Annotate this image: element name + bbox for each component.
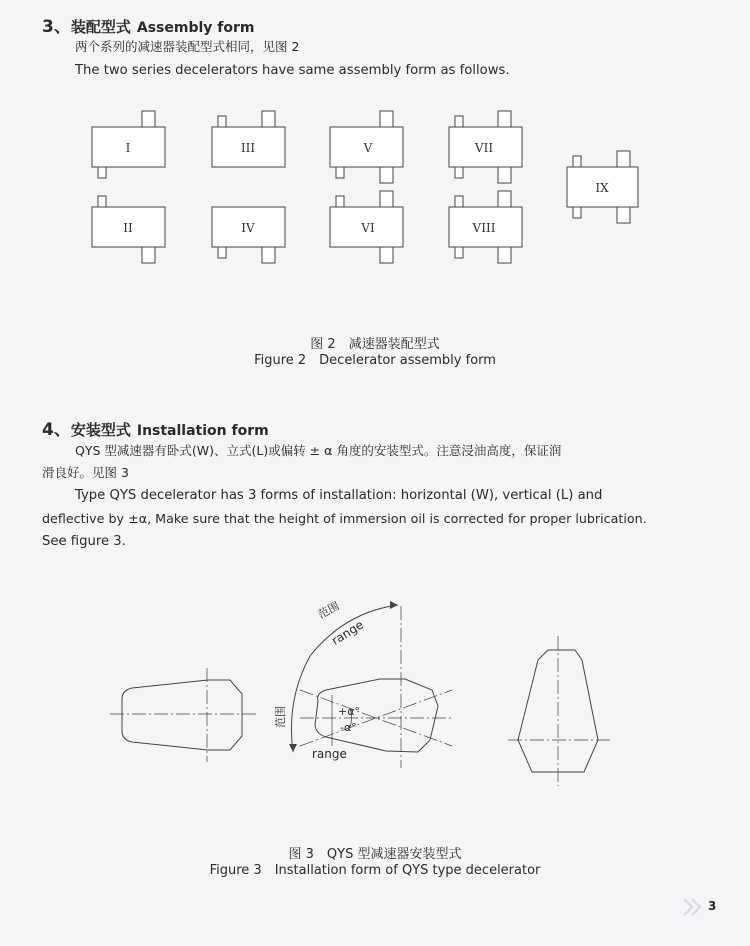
section-3-text-cn: 两个系列的减速器装配型式相同，见图 2 bbox=[75, 39, 300, 54]
range-label-cn-top: 范围 bbox=[315, 599, 342, 622]
section-4-para-cn-line-1: QYS 型减速器有卧式(W)、立式(L)或偏转 ± α 角度的安装型式。注意浸油高度，保证润 bbox=[75, 443, 562, 458]
form-label-viii: VIII bbox=[472, 221, 496, 235]
figure-3-diagram bbox=[0, 595, 750, 795]
assembly-form-ii bbox=[92, 196, 165, 263]
assembly-form-iii bbox=[212, 111, 285, 167]
assembly-form-viii bbox=[449, 191, 522, 263]
section-4-number: 4、 bbox=[42, 420, 71, 440]
page-number: 3 bbox=[708, 899, 717, 913]
page-chevron-icon bbox=[680, 895, 706, 919]
assembly-form-i bbox=[92, 111, 165, 178]
form-label-iv: IV bbox=[241, 221, 255, 235]
range-label-en-top: range bbox=[329, 617, 367, 648]
section-4-title-en: Installation form bbox=[136, 423, 269, 439]
section-3-text-en: The two series decelerators have same assembly form as follows. bbox=[75, 63, 510, 78]
form-label-ix: IX bbox=[595, 181, 609, 195]
form-label-v: V bbox=[363, 141, 373, 155]
form-label-vi: VI bbox=[361, 221, 375, 235]
figure-3-caption-cn: 图 3 QYS 型减速器安装型式 bbox=[288, 847, 462, 862]
form-label-i: I bbox=[125, 141, 131, 155]
deflective-installation-shape bbox=[289, 601, 452, 768]
assembly-form-iv bbox=[212, 207, 285, 263]
section-3-title-cn: 装配型式 bbox=[70, 18, 131, 36]
minus-alpha-label: -α° bbox=[340, 721, 357, 734]
section-4-title-cn: 安装型式 bbox=[70, 421, 131, 439]
section-4-para-en-line-1: Type QYS decelerator has 3 forms of installation: horizontal (W), vertical (L) and bbox=[75, 488, 603, 503]
vertical-installation-shape bbox=[508, 636, 610, 786]
section-4-para-en-line-3: See figure 3. bbox=[42, 534, 126, 549]
section-3-heading bbox=[42, 12, 254, 37]
section-3-number: 3、 bbox=[42, 17, 71, 37]
form-label-iii: III bbox=[240, 141, 256, 155]
assembly-form-v bbox=[330, 111, 403, 183]
section-4-para-cn-line-2: 滑良好。见图 3 bbox=[42, 465, 129, 480]
form-label-ii: II bbox=[123, 221, 133, 235]
plus-alpha-label: +α° bbox=[338, 705, 360, 718]
assembly-form-ix bbox=[567, 151, 638, 223]
section-3-title-en: Assembly form bbox=[136, 20, 255, 36]
horizontal-installation-shape bbox=[110, 668, 258, 762]
figure-3-caption-en: Figure 3 Installation form of QYS type decelerator bbox=[209, 863, 541, 878]
figure-2-caption-cn: 图 2 减速器装配型式 bbox=[310, 337, 440, 352]
assembly-form-vi bbox=[330, 191, 403, 263]
range-label-en-bottom: range bbox=[312, 747, 347, 761]
form-label-vii: VII bbox=[474, 141, 494, 155]
section-4-heading bbox=[42, 415, 269, 440]
section-4-para-en-line-2: deflective by ±α, Make sure that the height of immersion oil is corrected for proper lubrication. bbox=[42, 511, 647, 526]
range-label-cn-side: 范围 bbox=[274, 706, 287, 728]
figure-2-diagram bbox=[0, 100, 750, 275]
assembly-form-vii bbox=[449, 111, 522, 183]
figure-2-caption-en: Figure 2 Decelerator assembly form bbox=[254, 353, 496, 368]
